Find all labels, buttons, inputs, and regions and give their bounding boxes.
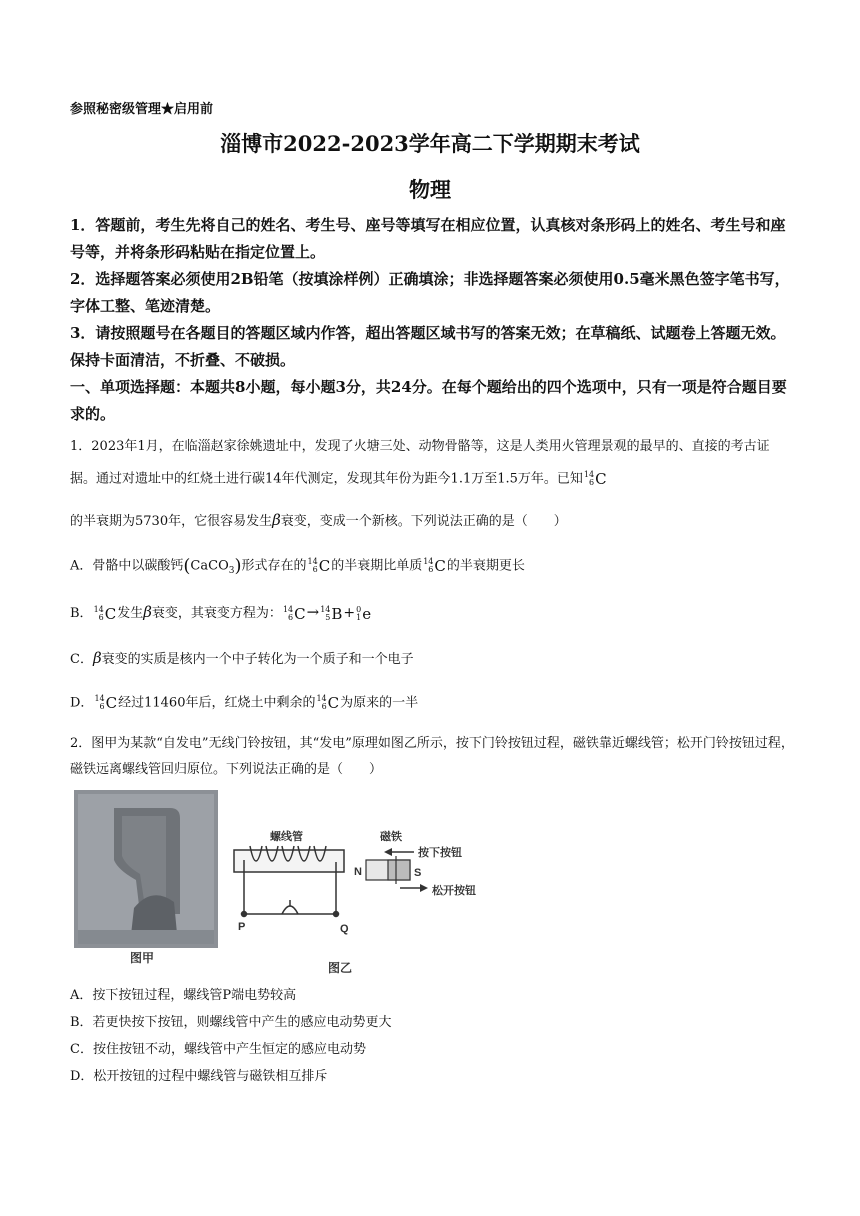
s-pole-label: S [414,867,422,879]
q2-option-d: D．松开按钮的过程中螺线管与磁铁相互排斥 [70,1069,328,1084]
terminal-q-label: Q [340,923,349,935]
nuclide-c14: 14 6 C [423,557,446,575]
section-heading: 一、单项选择题：本题共8小题，每小题3分，共24分。在每个题给出的四个选项中，只有一项是符合题目要求的。 [70,378,787,423]
exam-title: 淄博市2022-2023学年高二下学期期末考试 [220,131,640,156]
nuclide-c14: 14 6 C [583,470,607,488]
nuclide-c14: 14 6 C [93,604,117,623]
magnet-label: 磁铁 [380,831,402,843]
nuclide-c14: 14 6 C [94,694,118,712]
q2-option-c: C．按住按钮不动，螺线管中产生恒定的感应电动势 [70,1042,366,1057]
fig-a-caption: 图甲 [130,951,155,965]
q1-option-c: C．β衰变的实质是核内一个中子转化为一个质子和一个电子 [70,649,414,667]
doorbell-photo [74,790,218,948]
solenoid-label: 螺线管 [270,831,303,843]
q1-stem-line3 [70,510,795,532]
nuclide-b14: 14 5 B [320,604,343,623]
q1-stem-text-b: 的半衰期为5730年，它很容易发生 [70,514,273,529]
q2-option-a: A．按下按钮过程，螺线管P端电势较高 [70,988,297,1003]
doorbell-figure [74,790,494,975]
subject-title: 物理 [409,177,451,202]
q2-figure [74,790,494,979]
beta-symbol: β [272,511,281,529]
terminal-p-label: P [238,921,246,933]
nuclide-c14: 14 6 C [282,604,306,623]
positron: 0 1 e [356,604,372,623]
notice-1: 1．答题前，考生先将自己的姓名、考生号、座号等填写在相应位置，认真核对条形码上的姓名、考生号和座号等，并将条形码粘贴在指定位置上。 [70,216,786,261]
q1-stem [70,431,795,496]
notice-3: 3．请按照题号在各题目的答题区域内作答，超出答题区域书写的答案无效；在草稿纸、试题卷上答题无效。保持卡面清洁，不折叠、不破损。 [70,324,786,369]
solenoid-diagram [234,846,344,917]
q1-option-a: A．骨骼中以碳酸钙(CaCO$_3$)形式存在的 14 6 C 的半衰期比单质 14 6 C 的半衰期更长 [70,555,525,577]
secret-level-label: 参照秘密级管理★启用前 [70,102,214,117]
nuclide-c14: 14 6 C [307,557,331,575]
release-button-label: 松开按钮 [432,885,476,897]
q1-stem-text-c: 衰变，变成一个新核。下列说法正确的是（ ） [280,514,567,529]
notice-2: 2．选择题答案必须使用2B铅笔（按填涂样例）正确填涂；非选择题答案必须使用0.5毫米黑色签字笔书写，字体工整、笔迹清楚。 [70,270,790,315]
q1-option-b: B． 14 6 C 发生β衰变，其衰变方程为： 14 6 C → 14 5 B + 0 1 e [70,603,372,623]
q2-stem: 2．图甲为某款“自发电”无线门铃按钮，其“发电”原理如图乙所示，按下门铃按钮过程，磁铁靠近螺线管；松开门铃按钮过程，磁铁远离螺线管回归原位。下列说法正确的是（ ） [70,736,794,777]
fig-b-caption: 图乙 [328,961,353,975]
q1-option-d: D． 14 6 C 经过11460年后，红烧土中剩余的 14 6 C 为原来的一半 [70,694,419,712]
q1-stem-text-a: 1．2023年1月，在临淄赵家徐姚遗址中，发现了火塘三处、动物骨骼等，这是人类用火管理景观的最早的、直接的考古证据。通过对遗址中的红烧土进行碳14年代测定，发现其年份为距今1.1万至1.5万年。已知 [70,439,770,487]
nuclide-c14: 14 6 C [316,694,340,712]
q2-option-b: B．若更快按下按钮，则螺线管中产生的感应电动势更大 [70,1015,392,1030]
n-pole-label: N [354,866,362,878]
press-button-label: 按下按钮 [418,847,462,859]
